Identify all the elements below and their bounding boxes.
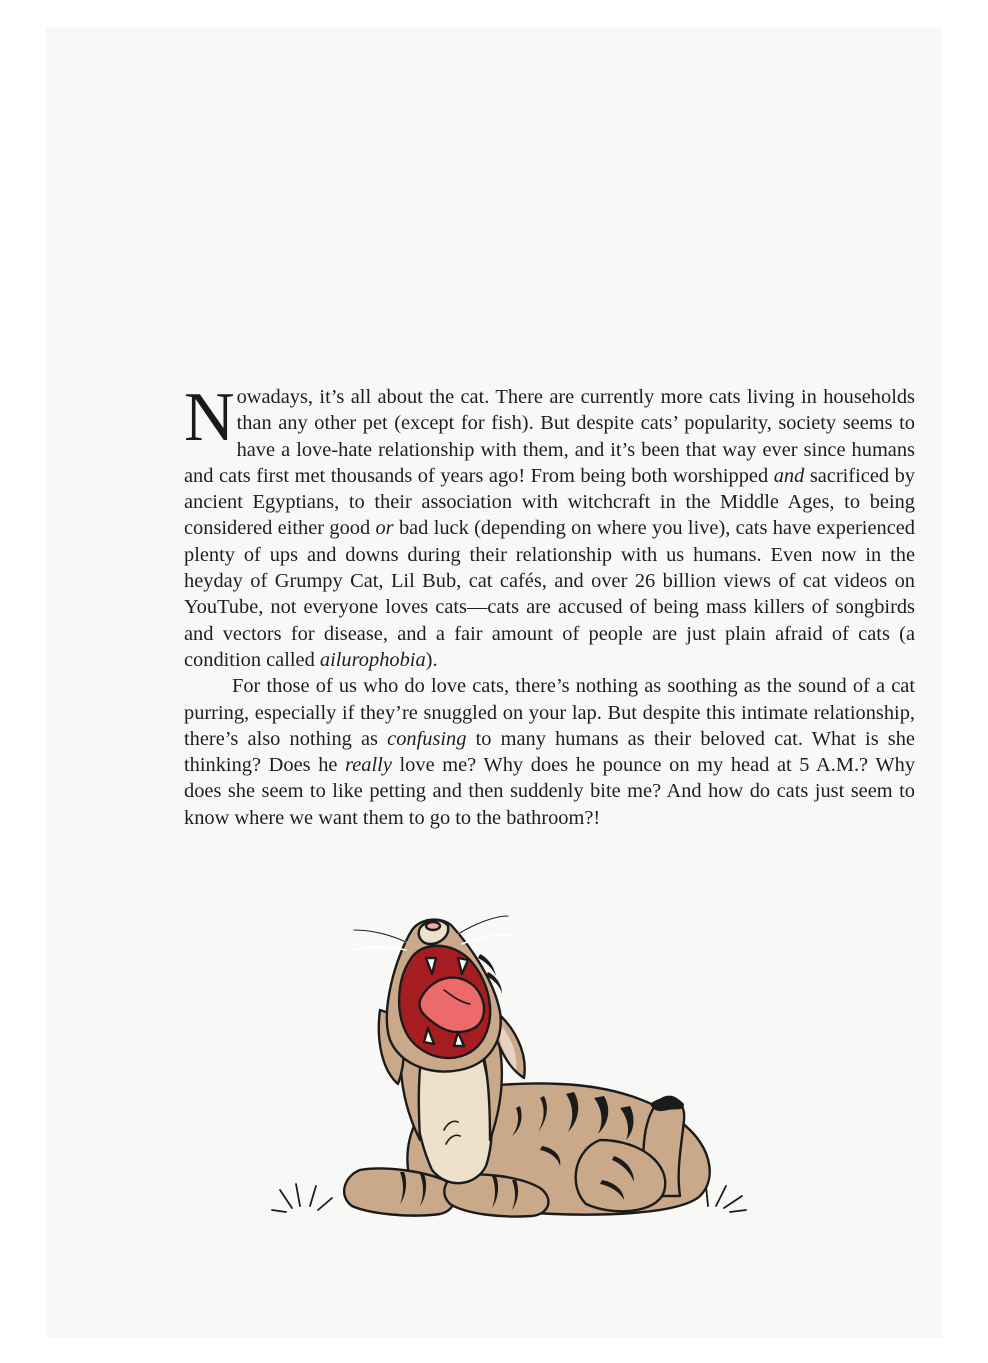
emphasis-confusing: confusing (387, 727, 467, 750)
drop-cap: N (184, 379, 235, 456)
paragraph-1 (184, 379, 915, 673)
paragraph-1-text: sacrificed by ancient Egyptians, to their association with witchcraft in the Middle Ages, to being considered either good (184, 464, 915, 540)
paragraph-2-text: to many humans as their beloved cat. What is she thinking? Does he (184, 727, 915, 777)
emphasis-or: or (375, 517, 394, 540)
emphasis-ailurophobia: ailurophobia (319, 648, 426, 671)
paragraph-1-text: owadays, it’s all about the cat. There are currently more cats living in households than any other pet (except for fish). But despite cats’ popularity, society seems to have a love-hate relationship with them, and it’s been that way ever since humans and cats first met thousands of years ago! From being both worshipped (184, 386, 915, 487)
emphasis-really: really (345, 754, 392, 777)
paragraph-2-text: For those of us who do love cats, there’s nothing as soothing as the sound of a cat purring, especially if they’re snuggled on your lap. But despite this intimate relationship, there’s also nothing as (184, 675, 915, 750)
yawning-cat-illustration (262, 908, 762, 1234)
grass-tuft-right (706, 1186, 746, 1212)
paragraph-1-text: ). (425, 648, 438, 671)
paragraph-2 (184, 673, 915, 831)
grass-tuft-left (272, 1184, 332, 1212)
emphasis-and: and (773, 464, 805, 487)
body-text (184, 379, 916, 831)
paragraph-1-text: bad luck (depending on where you live), cats have experienced plenty of ups and downs during their relationship with us humans. Even now in the heyday of Grumpy Cat, Lil Bub, cat cafés, and over 26 billion views of cat videos on YouTube, not everyone loves cats—cats are accused of being mass killers of songbirds and vectors for disease, and a fair amount of people are just plain afraid of cats (a condition called (184, 517, 915, 671)
paragraph-2-text: love me? Why does he pounce on my head at 5 A.M.? Why does she seem to like petting and then suddenly bite me? And how do cats just seem to know where we want them to go to the bathroom?! (184, 754, 916, 829)
